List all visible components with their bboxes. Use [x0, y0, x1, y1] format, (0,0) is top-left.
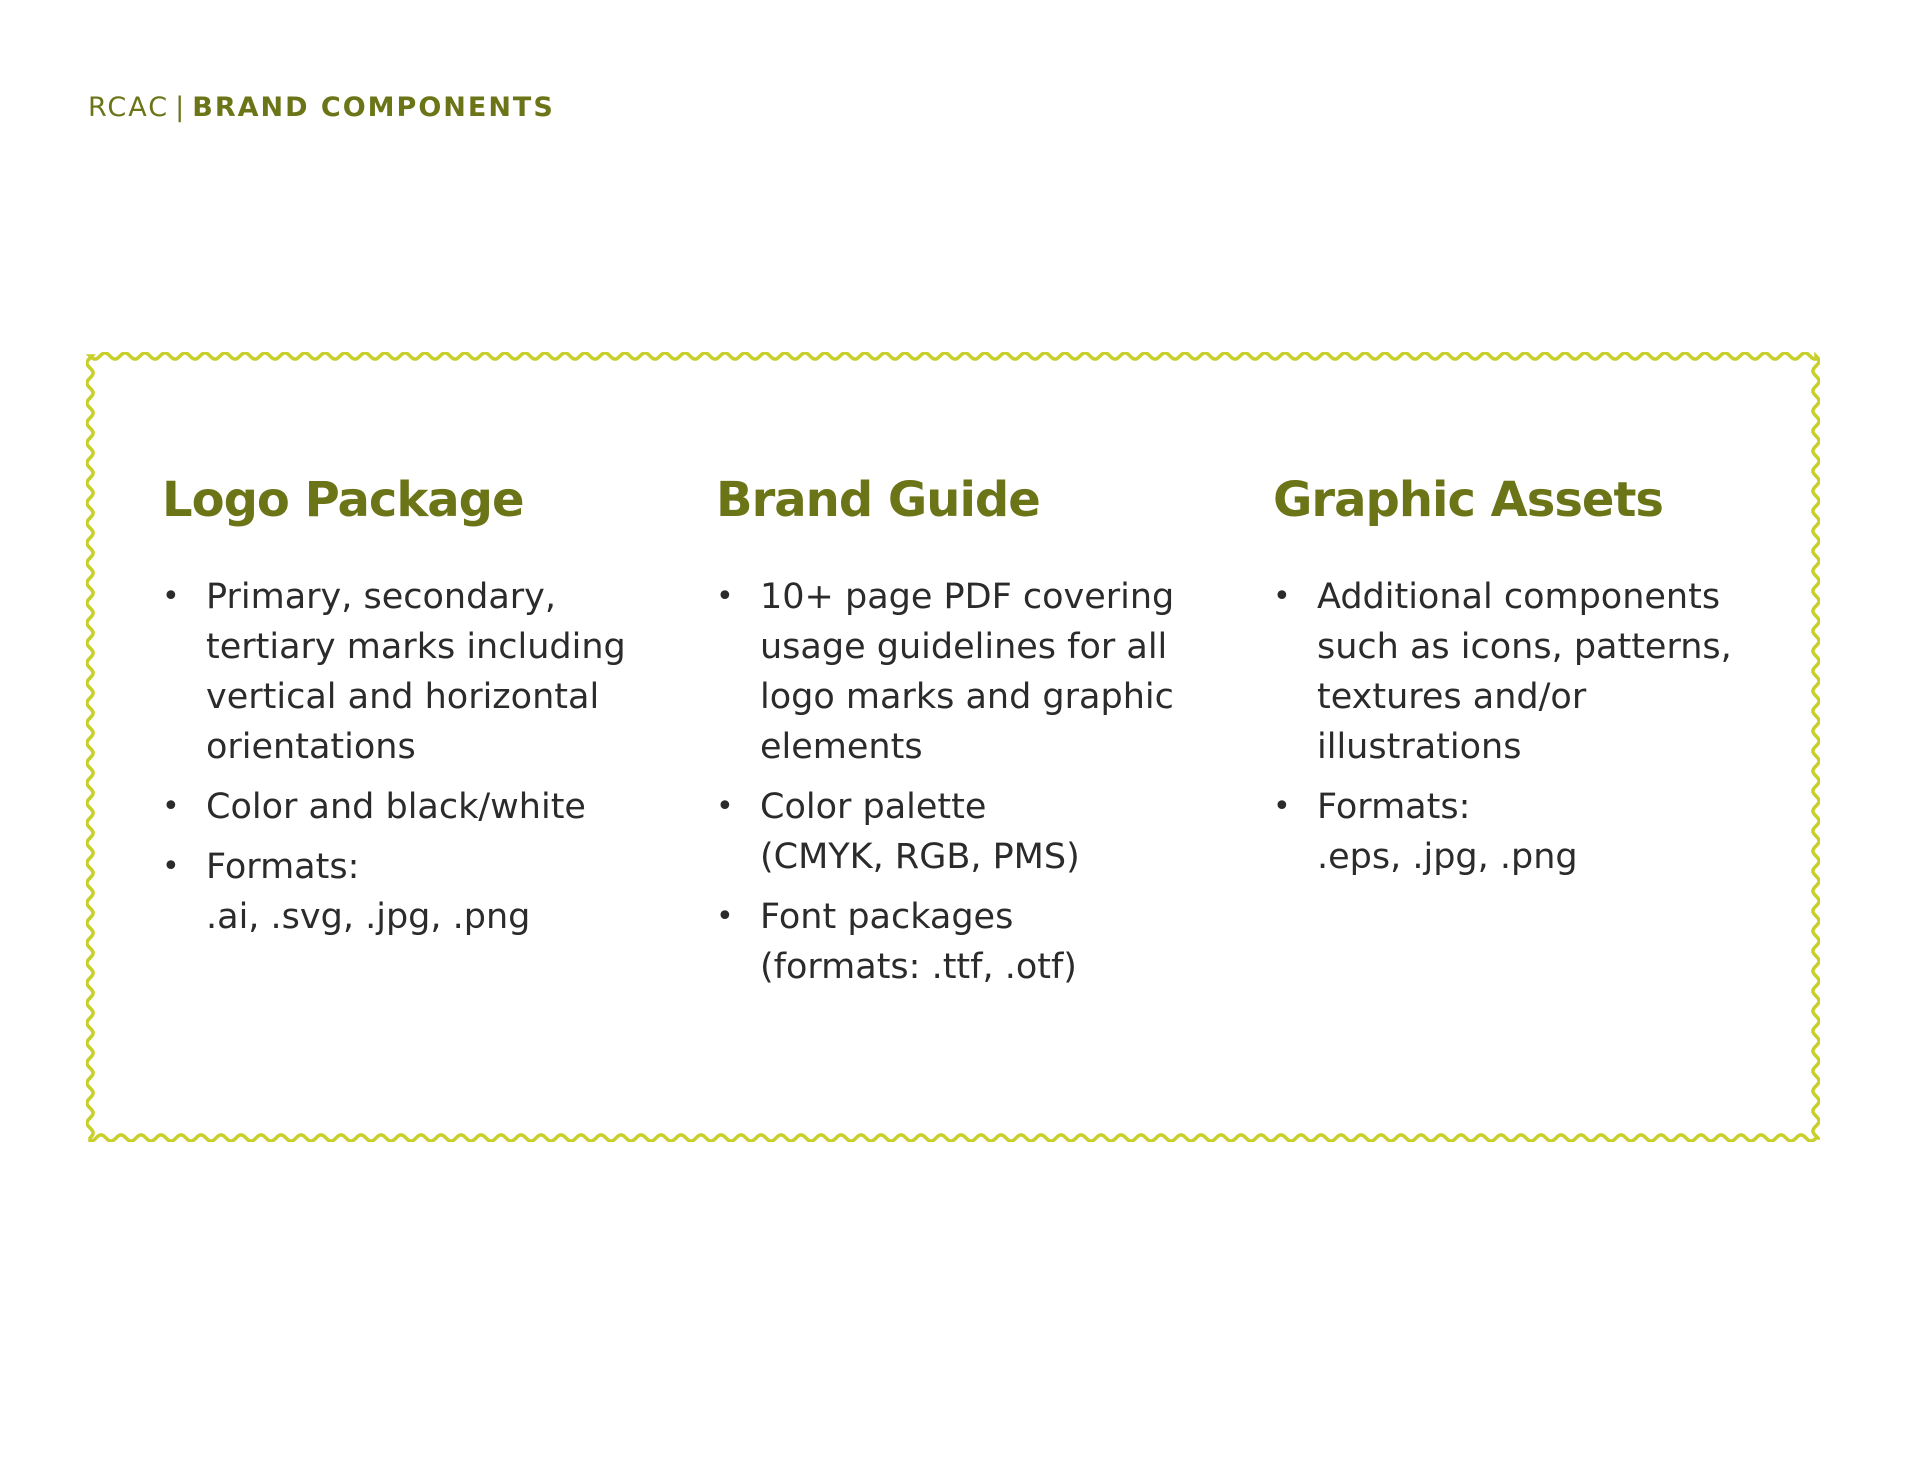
column-title: Logo Package: [162, 472, 524, 528]
header-org: RCAC: [88, 92, 170, 123]
list-item-line: elements: [760, 727, 923, 767]
header-section: BRAND COMPONENTS: [192, 92, 555, 123]
column-graphic-assets: [1273, 472, 1793, 892]
components-frame: [86, 352, 1820, 1142]
list-item-line: • Additional components: [1317, 577, 1721, 617]
list-item-line: (formats: .ttf, .otf): [760, 947, 1077, 987]
list-item: [716, 572, 1236, 772]
list-item-line: • 10+ page PDF covering: [760, 577, 1175, 617]
column-logo-package: [162, 472, 662, 952]
column-list: [1273, 572, 1793, 882]
list-item-line: .ai, .svg, .jpg, .png: [206, 897, 531, 937]
list-item-line: vertical and horizontal: [206, 677, 600, 717]
list-item-line: such as icons, patterns,: [1317, 627, 1732, 667]
list-item: [1273, 782, 1793, 882]
page-header: [88, 92, 555, 123]
list-item-line: (CMYK, RGB, PMS): [760, 837, 1080, 877]
list-item-line: • Primary, secondary,: [206, 577, 556, 617]
header-separator: |: [175, 92, 187, 123]
list-item: [716, 782, 1236, 882]
list-item: [716, 892, 1236, 992]
list-item-line: usage guidelines for all: [760, 627, 1168, 667]
column-title: Graphic Assets: [1273, 472, 1663, 528]
list-item-line: • Formats:: [206, 847, 360, 887]
list-item: [162, 572, 662, 772]
column-list: [716, 572, 1236, 992]
list-item-line: • Color and black/white: [206, 787, 586, 827]
list-item-line: .eps, .jpg, .png: [1317, 837, 1578, 877]
list-item-line: • Formats:: [1317, 787, 1471, 827]
list-item-line: logo marks and graphic: [760, 677, 1174, 717]
column-list: [162, 572, 662, 942]
list-item-line: orientations: [206, 727, 416, 767]
list-item-line: tertiary marks including: [206, 627, 626, 667]
list-item-line: textures and/or: [1317, 677, 1587, 717]
column-brand-guide: [716, 472, 1236, 1002]
list-item: [1273, 572, 1793, 772]
list-item-line: • Font packages: [760, 897, 1014, 937]
list-item-line: • Color palette: [760, 787, 987, 827]
list-item: [162, 842, 662, 942]
list-item-line: illustrations: [1317, 727, 1522, 767]
column-title: Brand Guide: [716, 472, 1040, 528]
list-item: [162, 782, 662, 832]
